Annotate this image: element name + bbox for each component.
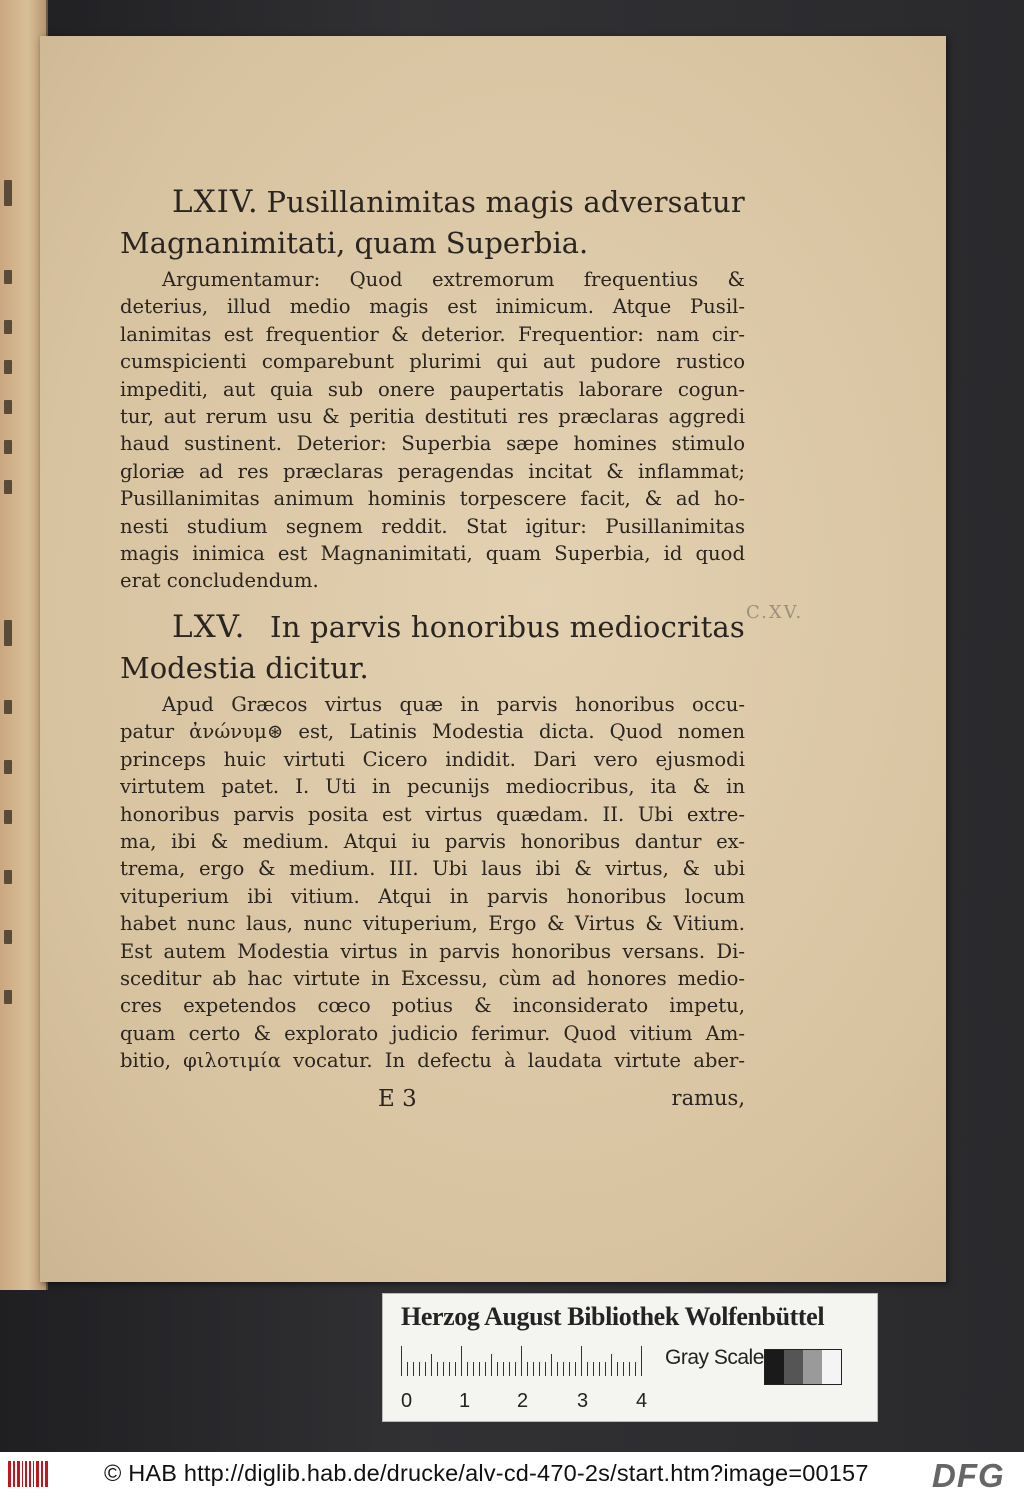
viewer-footer [0,1452,1024,1498]
ruler-tick [635,1362,636,1376]
ruler-number: 4 [636,1390,648,1412]
text-line: virtutem patet. I. Uti in pecunijs mediocribus, ita & in [120,775,745,799]
calibration-card [382,1293,878,1422]
ruler-tick [563,1362,564,1376]
ruler-tick [461,1346,462,1376]
text-line: sceditur ab hac virtute in Excessu, cùm ad honores medio- [120,966,745,990]
margin-note: C.XV. [746,602,804,623]
ruler-tick [437,1362,438,1376]
ruler-tick [443,1362,444,1376]
barcode-bar [33,1461,34,1487]
gray-step [765,1350,784,1384]
barcode-bar [25,1461,28,1487]
ruler-number: 3 [577,1390,589,1412]
thesis-64 [120,184,745,595]
ruler-number: 1 [459,1390,471,1412]
text-line: Argumentamur: Quod extremorum frequentius & [162,268,745,291]
thesis-number: LXV. [172,608,246,645]
barcode-bar [22,1461,23,1487]
barcode-icon [8,1461,48,1487]
book-page [40,36,946,1282]
gray-step [803,1350,822,1384]
ruler-tick [611,1354,612,1376]
barcode-bar [8,1461,11,1487]
ruler-tick [575,1362,576,1376]
barcode-bar [41,1461,43,1487]
ruler-tick [479,1362,480,1376]
ruler-number: 0 [401,1390,413,1412]
ruler-number: 2 [517,1390,529,1412]
thesis-title-continued: Magnanimitati, quam Superbia. [120,226,589,260]
text-line: patur ἀνώνυμ⊛ est, Latinis Modestia dicta. Quod nomen [120,720,745,744]
ruler-tick [401,1346,402,1376]
ruler-tick [515,1362,516,1376]
ruler-tick [425,1362,426,1376]
ruler-tick [473,1362,474,1376]
text-line: bitio, φιλοτιμία vocatur. In defectu à laudata virtute aber- [120,1049,745,1073]
ruler-tick [419,1362,420,1376]
ruler-tick [629,1362,630,1376]
ruler-tick [641,1346,642,1376]
ruler-tick [533,1362,534,1376]
ruler-tick [521,1346,522,1376]
ruler-tick [551,1354,552,1376]
thesis-title-continued: Modestia dicitur. [120,650,369,685]
ruler-tick [587,1362,588,1376]
ruler-tick [623,1362,624,1376]
text-line: impediti, aut quia sub onere paupertatis laborare cogun- [120,377,745,401]
ruler-tick [491,1354,492,1376]
library-name: Herzog August Bibliothek Wolfenbüttel [401,1302,825,1331]
ruler-tick [599,1362,600,1376]
scale-ruler [401,1344,643,1384]
ruler-tick [509,1362,510,1376]
ruler-tick [497,1362,498,1376]
ruler-tick [407,1362,408,1376]
text-line: vituperium ibi vitium. Atqui in parvis honoribus locum [120,884,745,908]
gray-step [784,1350,803,1384]
signature-mark: E 3 [378,1086,417,1112]
barcode-bar [29,1461,31,1487]
text-line: cres expetendos cœco potius & inconsiderato impetu, [120,994,745,1018]
text-line: Est autem Modestia virtus in parvis honoribus versans. Di- [120,939,745,963]
text-line: trema, ergo & medium. III. Ubi laus ibi & virtus, & ubi [120,857,745,881]
thesis-title: In parvis honoribus mediocritas [270,609,745,644]
ruler-tick [605,1362,606,1376]
text-line: honoribus parvis posita est virtus quædam. II. Ubi extre- [120,802,745,826]
text-line: nesti studium segnem reddit. Stat igitur: Pusillanimitas [120,514,745,538]
text-line: princeps huic virtuti Cicero indidit. Dari vero ejusmodi [120,747,745,771]
barcode-bar [45,1461,48,1487]
ruler-tick [413,1362,414,1376]
ruler-tick [557,1362,558,1376]
gray-step [822,1350,841,1384]
text-line: cumspicienti comparebunt plurimi qui aut pudore rustico [120,350,745,374]
page-text [120,176,745,1126]
text-line: Pusillanimitas animum hominis torpescere facit, & ad ho- [120,487,745,511]
text-line: Apud Græcos virtus quæ in parvis honoribus occu- [162,692,745,716]
thesis-title: Pusillanimitas magis adversatur [266,185,745,219]
ruler-tick [503,1362,504,1376]
ruler-tick [581,1346,582,1376]
page-footer [120,1086,745,1112]
barcode-bar [13,1461,15,1487]
ruler-tick [545,1362,546,1376]
text-line: deterius, illud medio magis est inimicum. Atque Pusil- [120,295,745,319]
thesis-65 [120,609,745,1075]
text-line: erat concludendum. [120,569,319,593]
dfg-logo: DFG [932,1457,1005,1494]
text-line: tur, aut rerum usu & peritia destituti res præclaras aggredi [120,405,745,429]
gray-scale-bar [764,1349,842,1385]
text-line: lanimitas est frequentior & deterior. Frequentior: nam cir- [120,322,745,346]
text-line: gloriæ ad res præclaras peragendas incitat & inflammat; [120,459,745,483]
copyright-link[interactable]: © HAB http://diglib.hab.de/drucke/alv-cd-470-2s/start.htm?image=00157 [104,1460,869,1486]
catchword: ramus, [671,1086,745,1110]
text-line: haud sustinent. Deterior: Superbia sæpe homines stimulo [120,432,745,456]
thesis-65-heading [120,609,745,645]
ruler-tick [569,1362,570,1376]
barcode-bar [17,1461,20,1487]
text-line: ma, ibi & medium. Atqui iu parvis honoribus dantur ex- [120,829,745,853]
text-line: habet nunc laus, nunc vituperium, Ergo & Virtus & Vitium. [120,912,745,936]
ruler-tick [455,1362,456,1376]
gray-scale-label: Gray Scale [665,1346,764,1369]
thesis-number: LXIV. [172,184,259,220]
ruler-tick [593,1362,594,1376]
barcode-bar [36,1461,39,1487]
thesis-64-body [120,266,745,595]
ruler-tick [617,1362,618,1376]
text-line: quam certo & explorato judicio ferimur. Quod vitium Am- [120,1021,745,1045]
text-line: magis inimica est Magnanimitati, quam Superbia, id quod [120,542,745,566]
thesis-65-body [120,691,745,1075]
ruler-tick [431,1354,432,1376]
thesis-64-heading [120,184,745,220]
ruler-tick [485,1362,486,1376]
ruler-tick [449,1362,450,1376]
ruler-tick [527,1362,528,1376]
ruler-tick [539,1362,540,1376]
ruler-tick [467,1362,468,1376]
